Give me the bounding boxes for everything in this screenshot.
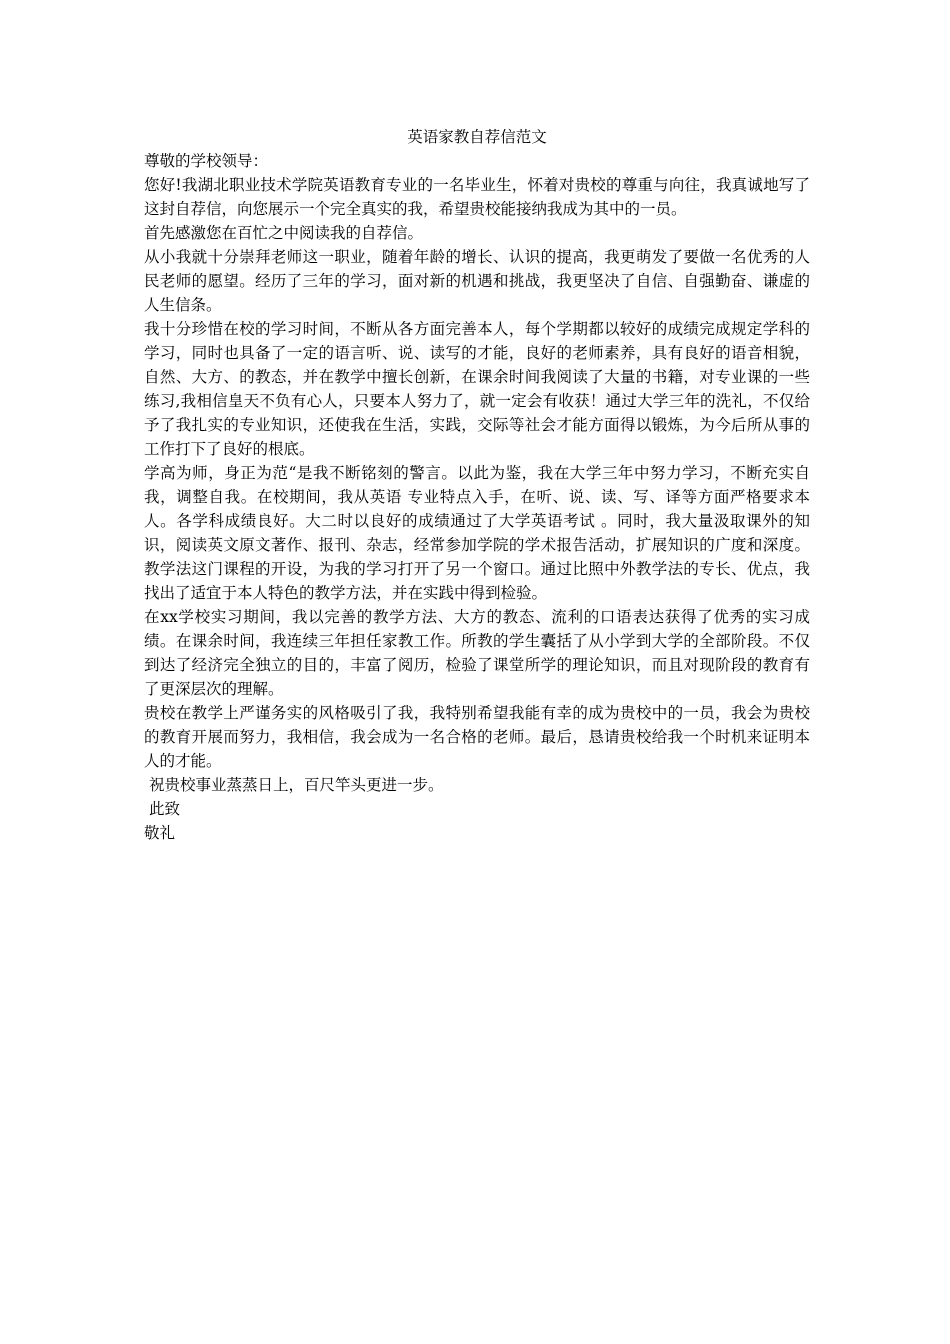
sign-off-cizhi: 此致: [144, 800, 180, 818]
paragraph-aspiration: 从小我就十分崇拜老师这一职业，随着年龄的增长、认识的提高，我更萌发了要做一名优秀的人民老师的愿望。经历了三年的学习，面对新的机遇和挑战，我更坚决了自信、自强勤奋、谦虚的人生信条。: [144, 248, 810, 314]
document-title: 英语家教自荐信范文: [407, 128, 547, 146]
paragraph-greeting: 您好!我湖北职业技术学院英语教育专业的一名毕业生，怀着对贵校的尊重与向往，我真诚地写了这封自荐信，向您展示一个完全真实的我，希望贵校能接纳我成为其中的一员。: [144, 176, 810, 218]
paragraph-internship: 在xx学校实习期间，我以完善的教学方法、大方的教态、流利的口语表达获得了优秀的实习成绩。在课余时间，我连续三年担任家教工作。所教的学生囊括了从小学到大学的全部阶段。不仅到达了经济完全独立的目的，丰富了阅历，检验了课堂所学的理论知识，而且对现阶段的教育有了更深层次的理解。: [144, 608, 810, 698]
sign-off-jingli: 敬礼: [144, 824, 176, 842]
document-page: [144, 125, 810, 845]
paragraph-closing: 贵校在教学上严谨务实的风格吸引了我，我特别希望我能有幸的成为贵校中的一员，我会为贵校的教育开展而努力，我相信，我会成为一名合格的老师。最后，恳请贵校给我一个时机来证明本人的才能。: [144, 704, 810, 770]
paragraph-wishes: 祝贵校事业蒸蒸日上，百尺竿头更进一步。: [144, 776, 444, 794]
paragraph-study: 我十分珍惜在校的学习时间，不断从各方面完善本人，每个学期都以较好的成绩完成规定学科的学习，同时也具备了一定的语言听、说、读写的才能，良好的老师素养，具有良好的语音相貌，自然、大方、的教态，并在教学中擅长创新，在课余时间我阅读了大量的书籍，对专业课的一些练习,我相信皇天不负有心人，只要本人努力了，就一定会有收获！通过大学三年的洗礼，不仅给予了我扎实的专业知识，还使我在生活，实践，交际等社会才能方面得以锻炼，为今后所从事的工作打下了良好的根底。: [144, 320, 810, 458]
paragraph-thanks: 首先感激您在百忙之中阅读我的自荐信。: [144, 224, 424, 242]
paragraph-motto: 学高为师，身正为范“是我不断铭刻的警言。以此为鉴，我在大学三年中努力学习，不断充实自我，调整自我。在校期间，我从英语 专业特点入手，在听、说、读、写、译等方面严格要求本人。各学科成绩良好。大二时以良好的成绩通过了大学英语考试 。同时，我大量汲取课外的知识，阅读英文原文著作、报刊、杂志，经常参加学院的学术报告活动，扩展知识的广度和深度。教学法这门课程的开设，为我的学习打开了另一个窗口。通过比照中外教学法的专长、优点，我找出了适宜于本人特色的教学方法，并在实践中得到检验。: [144, 464, 810, 602]
salutation: 尊敬的学校领导：: [144, 152, 269, 170]
